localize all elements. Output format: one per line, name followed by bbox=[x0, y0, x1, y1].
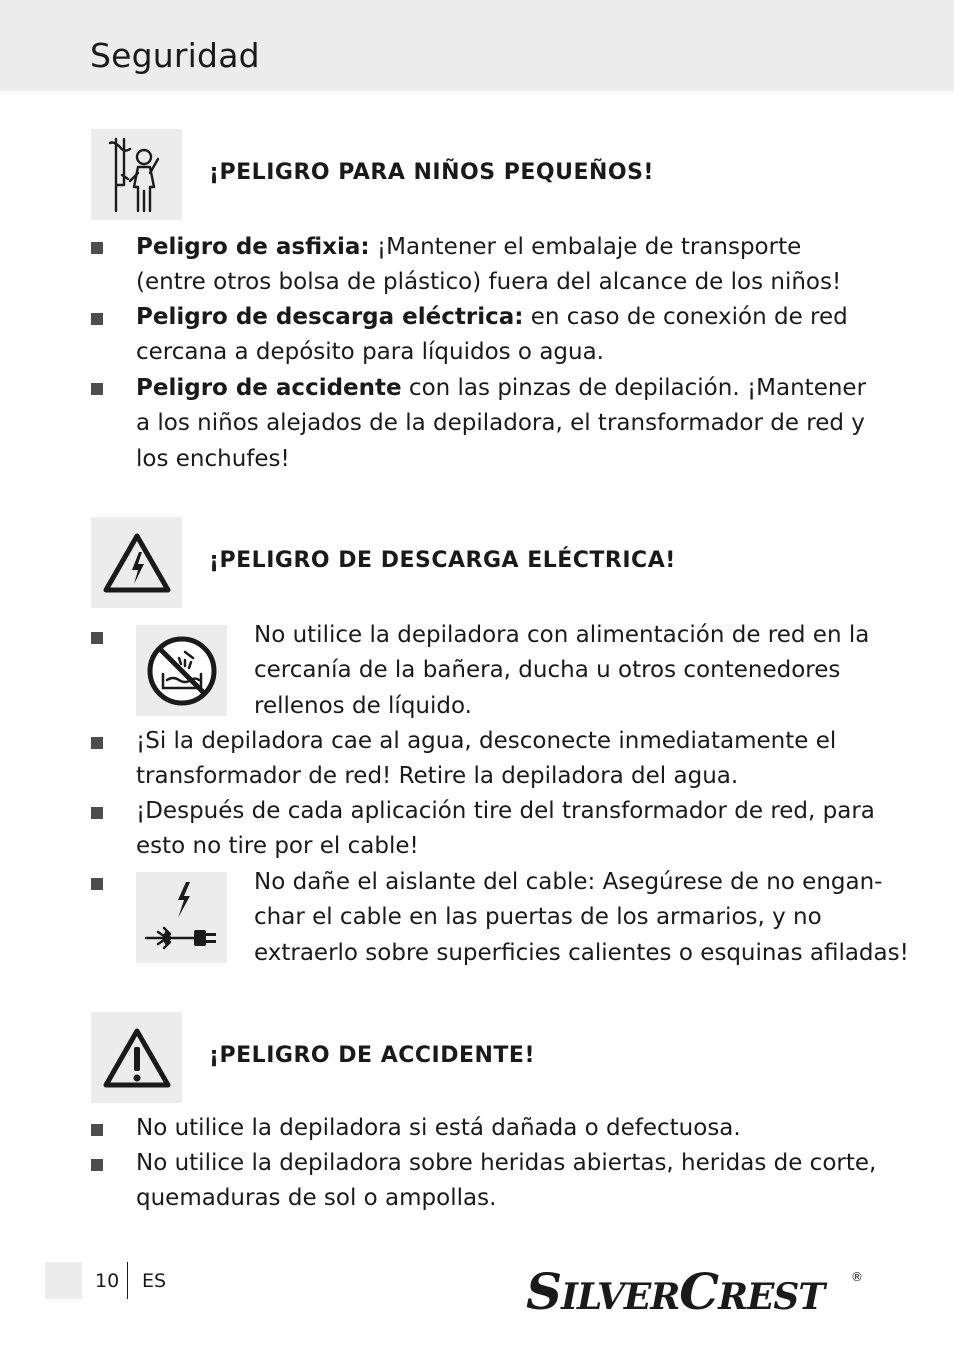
list-item bbox=[254, 865, 914, 971]
item-text: esto no tire por el cable! bbox=[136, 833, 419, 860]
item-text: rellenos de líquido. bbox=[254, 692, 472, 719]
item-text: cercanía de la bañera, ducha u otros contenedores bbox=[254, 657, 841, 684]
item-bold-label: Peligro de descarga eléctrica: bbox=[136, 304, 524, 330]
bullet bbox=[91, 632, 103, 644]
item-text: No dañe el aislante del cable: Asegúrese de no engan- bbox=[254, 869, 883, 895]
page-number: 10 bbox=[95, 1270, 120, 1292]
warning-icon bbox=[91, 1012, 182, 1103]
section-heading-electric: ¡PELIGRO DE DESCARGA ELÉCTRICA! bbox=[209, 548, 676, 573]
registered-mark: ® bbox=[851, 1270, 863, 1284]
item-text: cercana a depósito para líquidos o agua. bbox=[136, 339, 604, 366]
item-bold-label: Peligro de asfixia: bbox=[136, 234, 370, 260]
list-item bbox=[136, 371, 876, 477]
item-text: ¡Si la depiladora cae al agua, desconecte inmediatamente el bbox=[136, 728, 837, 754]
brand-logo: SILVERCREST bbox=[526, 1262, 825, 1321]
item-text: en caso de conexión de red bbox=[523, 304, 848, 330]
item-text: No utilice la depiladora sobre heridas abiertas, heridas de corte, bbox=[136, 1150, 877, 1176]
page-title: Seguridad bbox=[90, 36, 260, 75]
electric-warning-icon bbox=[91, 517, 182, 608]
bullet bbox=[91, 383, 103, 395]
child-warning-icon bbox=[91, 129, 182, 220]
item-text: los enchufes! bbox=[136, 445, 290, 472]
list-item bbox=[254, 618, 894, 724]
list-item bbox=[136, 300, 876, 371]
bullet bbox=[91, 1124, 103, 1136]
item-text: No utilice la depiladora si está dañada o defectuosa. bbox=[136, 1115, 741, 1141]
list-item bbox=[136, 1146, 906, 1217]
bullet bbox=[91, 737, 103, 749]
footer-divider bbox=[127, 1262, 128, 1299]
item-text: extraerlo sobre superficies calientes o esquinas afiladas! bbox=[254, 939, 909, 966]
list-item bbox=[136, 794, 906, 865]
list-item bbox=[136, 724, 896, 795]
item-bold-label: Peligro de accidente bbox=[136, 375, 402, 401]
item-text: quemaduras de sol o ampollas. bbox=[136, 1185, 497, 1212]
list-item bbox=[136, 1111, 896, 1146]
footer-marker bbox=[45, 1262, 82, 1299]
item-text: ¡Después de cada aplicación tire del transformador de red, para bbox=[136, 798, 875, 824]
section-heading-accident: ¡PELIGRO DE ACCIDENTE! bbox=[209, 1043, 535, 1068]
no-bath-icon bbox=[136, 625, 227, 716]
item-text: char el cable en las puertas de los armarios, y no bbox=[254, 904, 822, 931]
item-text: No utilice la depiladora con alimentación de red en la bbox=[254, 622, 870, 648]
item-text: transformador de red! Retire la depiladora del agua. bbox=[136, 763, 739, 790]
bullet bbox=[91, 878, 103, 890]
damaged-cable-icon bbox=[136, 872, 227, 963]
bullet bbox=[91, 242, 103, 254]
bullet bbox=[91, 1159, 103, 1171]
item-text: a los niños alejados de la depiladora, el transformador de red y bbox=[136, 410, 865, 437]
bullet bbox=[91, 807, 103, 819]
item-text: ¡Mantener el embalaje de transporte bbox=[369, 234, 802, 260]
item-text: (entre otros bolsa de plástico) fuera del alcance de los niños! bbox=[136, 269, 842, 296]
item-text: con las pinzas de depilación. ¡Mantener bbox=[401, 375, 867, 401]
section-heading-children: ¡PELIGRO PARA NIÑOS PEQUEÑOS! bbox=[209, 160, 654, 185]
list-item bbox=[136, 230, 876, 301]
language-code: ES bbox=[142, 1270, 167, 1292]
bullet bbox=[91, 313, 103, 325]
